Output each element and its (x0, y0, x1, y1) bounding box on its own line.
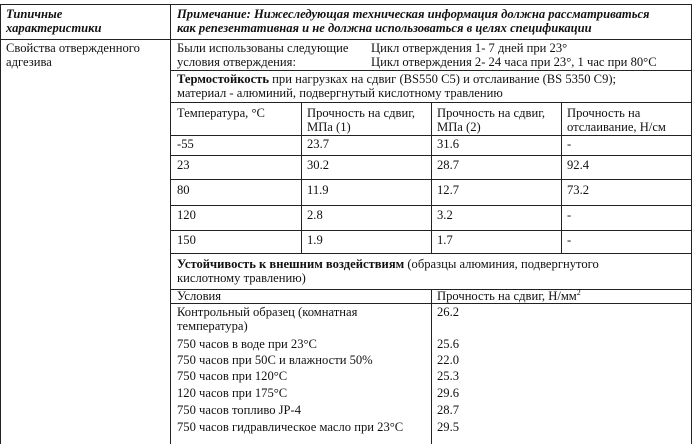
cured-bottom-line (170, 70, 692, 71)
thermal-title-bold: Термостойкость (177, 72, 270, 86)
condition-cell: 750 часов при 120°C (177, 369, 288, 383)
thermal-col-divider-1 (301, 102, 302, 253)
cell-peel: - (567, 137, 572, 151)
resistance-title-rest: (образцы алюминия, подвергнутого (404, 257, 599, 271)
cell-temperature: 120 (177, 208, 196, 222)
col1-header (6, 7, 102, 35)
cell-peel: - (567, 208, 572, 222)
condition-cell: 750 часов гидравлическое масло при 23°C (177, 420, 404, 434)
strength-header-superscript: 2 (576, 288, 581, 297)
strength-cell: 26.2 (437, 305, 460, 319)
cure-cycle-1: Цикл отверждения 1- 7 дней при 23° (371, 41, 568, 55)
conditions-line2: условия отверждения: (177, 55, 296, 69)
strength-cell: 25.6 (437, 337, 460, 351)
strength-cell: 29.6 (437, 386, 460, 400)
cured-label-line2: адгезива (6, 55, 52, 69)
condition-cell: 750 часов при 50C и влажности 50% (177, 353, 373, 367)
cell-peel: - (567, 233, 572, 247)
col1-header-line1: Типичные (6, 7, 63, 21)
shear1-header-line2: МПа (1) (307, 120, 351, 134)
thermal-bottom (170, 253, 692, 254)
condition-cell (177, 305, 357, 333)
cell-temperature: 80 (177, 183, 190, 197)
strength-header-text: Прочность на сдвиг, Н/мм (437, 289, 577, 303)
header-bottom-line (0, 39, 692, 40)
conditions-line1: Были использованы следующие (177, 41, 349, 55)
cell-shear1: 30.2 (307, 158, 330, 172)
thermal-header-shear1 (307, 106, 415, 134)
cell-shear2: 12.7 (437, 183, 460, 197)
cell-shear2: 1.7 (437, 233, 453, 247)
cell-peel: 73.2 (567, 183, 590, 197)
resistance-title (177, 257, 599, 285)
shear2-header-line2: МПа (2) (437, 120, 481, 134)
thermal-title-rest: при нагрузках на сдвиг (BS550 C5) и отслаивание (BS 5350 C9); (269, 72, 617, 86)
cell-shear1: 11.9 (307, 183, 329, 197)
resistance-title-line2: кислотному травлению) (177, 271, 306, 285)
note-line2: как репезентативная и не должна использоваться в целях спецификации (177, 21, 592, 35)
cell-shear2: 28.7 (437, 158, 460, 172)
thermal-header-temperature (177, 106, 265, 120)
thermal-header-peel (567, 106, 666, 134)
temperature-header-text: Температура, °C (177, 106, 265, 120)
condition-line2: температура) (177, 319, 248, 333)
resistance-header-conditions: Условия (177, 289, 222, 303)
peel-header-line1: Прочность на (567, 106, 641, 120)
thermal-title-line2: материал - алюминий, подвергнутый кислотному травлению (177, 86, 503, 100)
col1-header-line2: характеристики (6, 21, 102, 35)
thermal-title (177, 72, 616, 100)
border-left (0, 4, 1, 444)
note-line1: Примечание: Нижеследующая техническая информация должна рассматриваться (177, 7, 650, 21)
cell-temperature: 150 (177, 233, 196, 247)
cell-shear2: 31.6 (437, 137, 460, 151)
thermal-col-divider-2 (431, 102, 432, 253)
cell-peel: 92.4 (567, 158, 590, 172)
resistance-title-bold: Устойчивость к внешним воздействиям (177, 257, 405, 271)
conditions-label (177, 41, 348, 69)
strength-cell: 28.7 (437, 403, 460, 417)
strength-cell: 29.5 (437, 420, 460, 434)
resistance-col-divider (431, 289, 432, 444)
cell-shear1: 1.9 (307, 233, 323, 247)
cured-properties-label (6, 41, 140, 69)
resistance-header-strength (437, 289, 581, 303)
cell-shear1: 23.7 (307, 137, 330, 151)
cure-cycle-2: Цикл отверждения 2- 24 часа при 23°, 1 час при 80°C (371, 55, 657, 69)
condition-cell: 120 часов при 175°C (177, 386, 288, 400)
shear1-header-line1: Прочность на сдвиг, (307, 106, 416, 120)
shear2-header-line1: Прочность на сдвиг, (437, 106, 546, 120)
peel-header-line2: отслаивание, Н/см (567, 120, 666, 134)
strength-cell: 25.3 (437, 369, 460, 383)
cell-temperature: -55 (177, 137, 194, 151)
strength-cell: 22.0 (437, 353, 460, 367)
thermal-header-shear2 (437, 106, 545, 134)
border-top (0, 4, 692, 5)
cell-shear1: 2.8 (307, 208, 323, 222)
condition-cell: 750 часов топливо JP-4 (177, 403, 302, 417)
thermal-col-divider-3 (561, 102, 562, 253)
condition-cell: 750 часов в воде при 23°C (177, 337, 317, 351)
cell-shear2: 3.2 (437, 208, 453, 222)
condition-line1: Контрольный образец (комнатная (177, 305, 358, 319)
cell-temperature: 23 (177, 158, 190, 172)
cured-label-line1: Свойства отвержденного (6, 41, 140, 55)
note-header (177, 7, 650, 35)
